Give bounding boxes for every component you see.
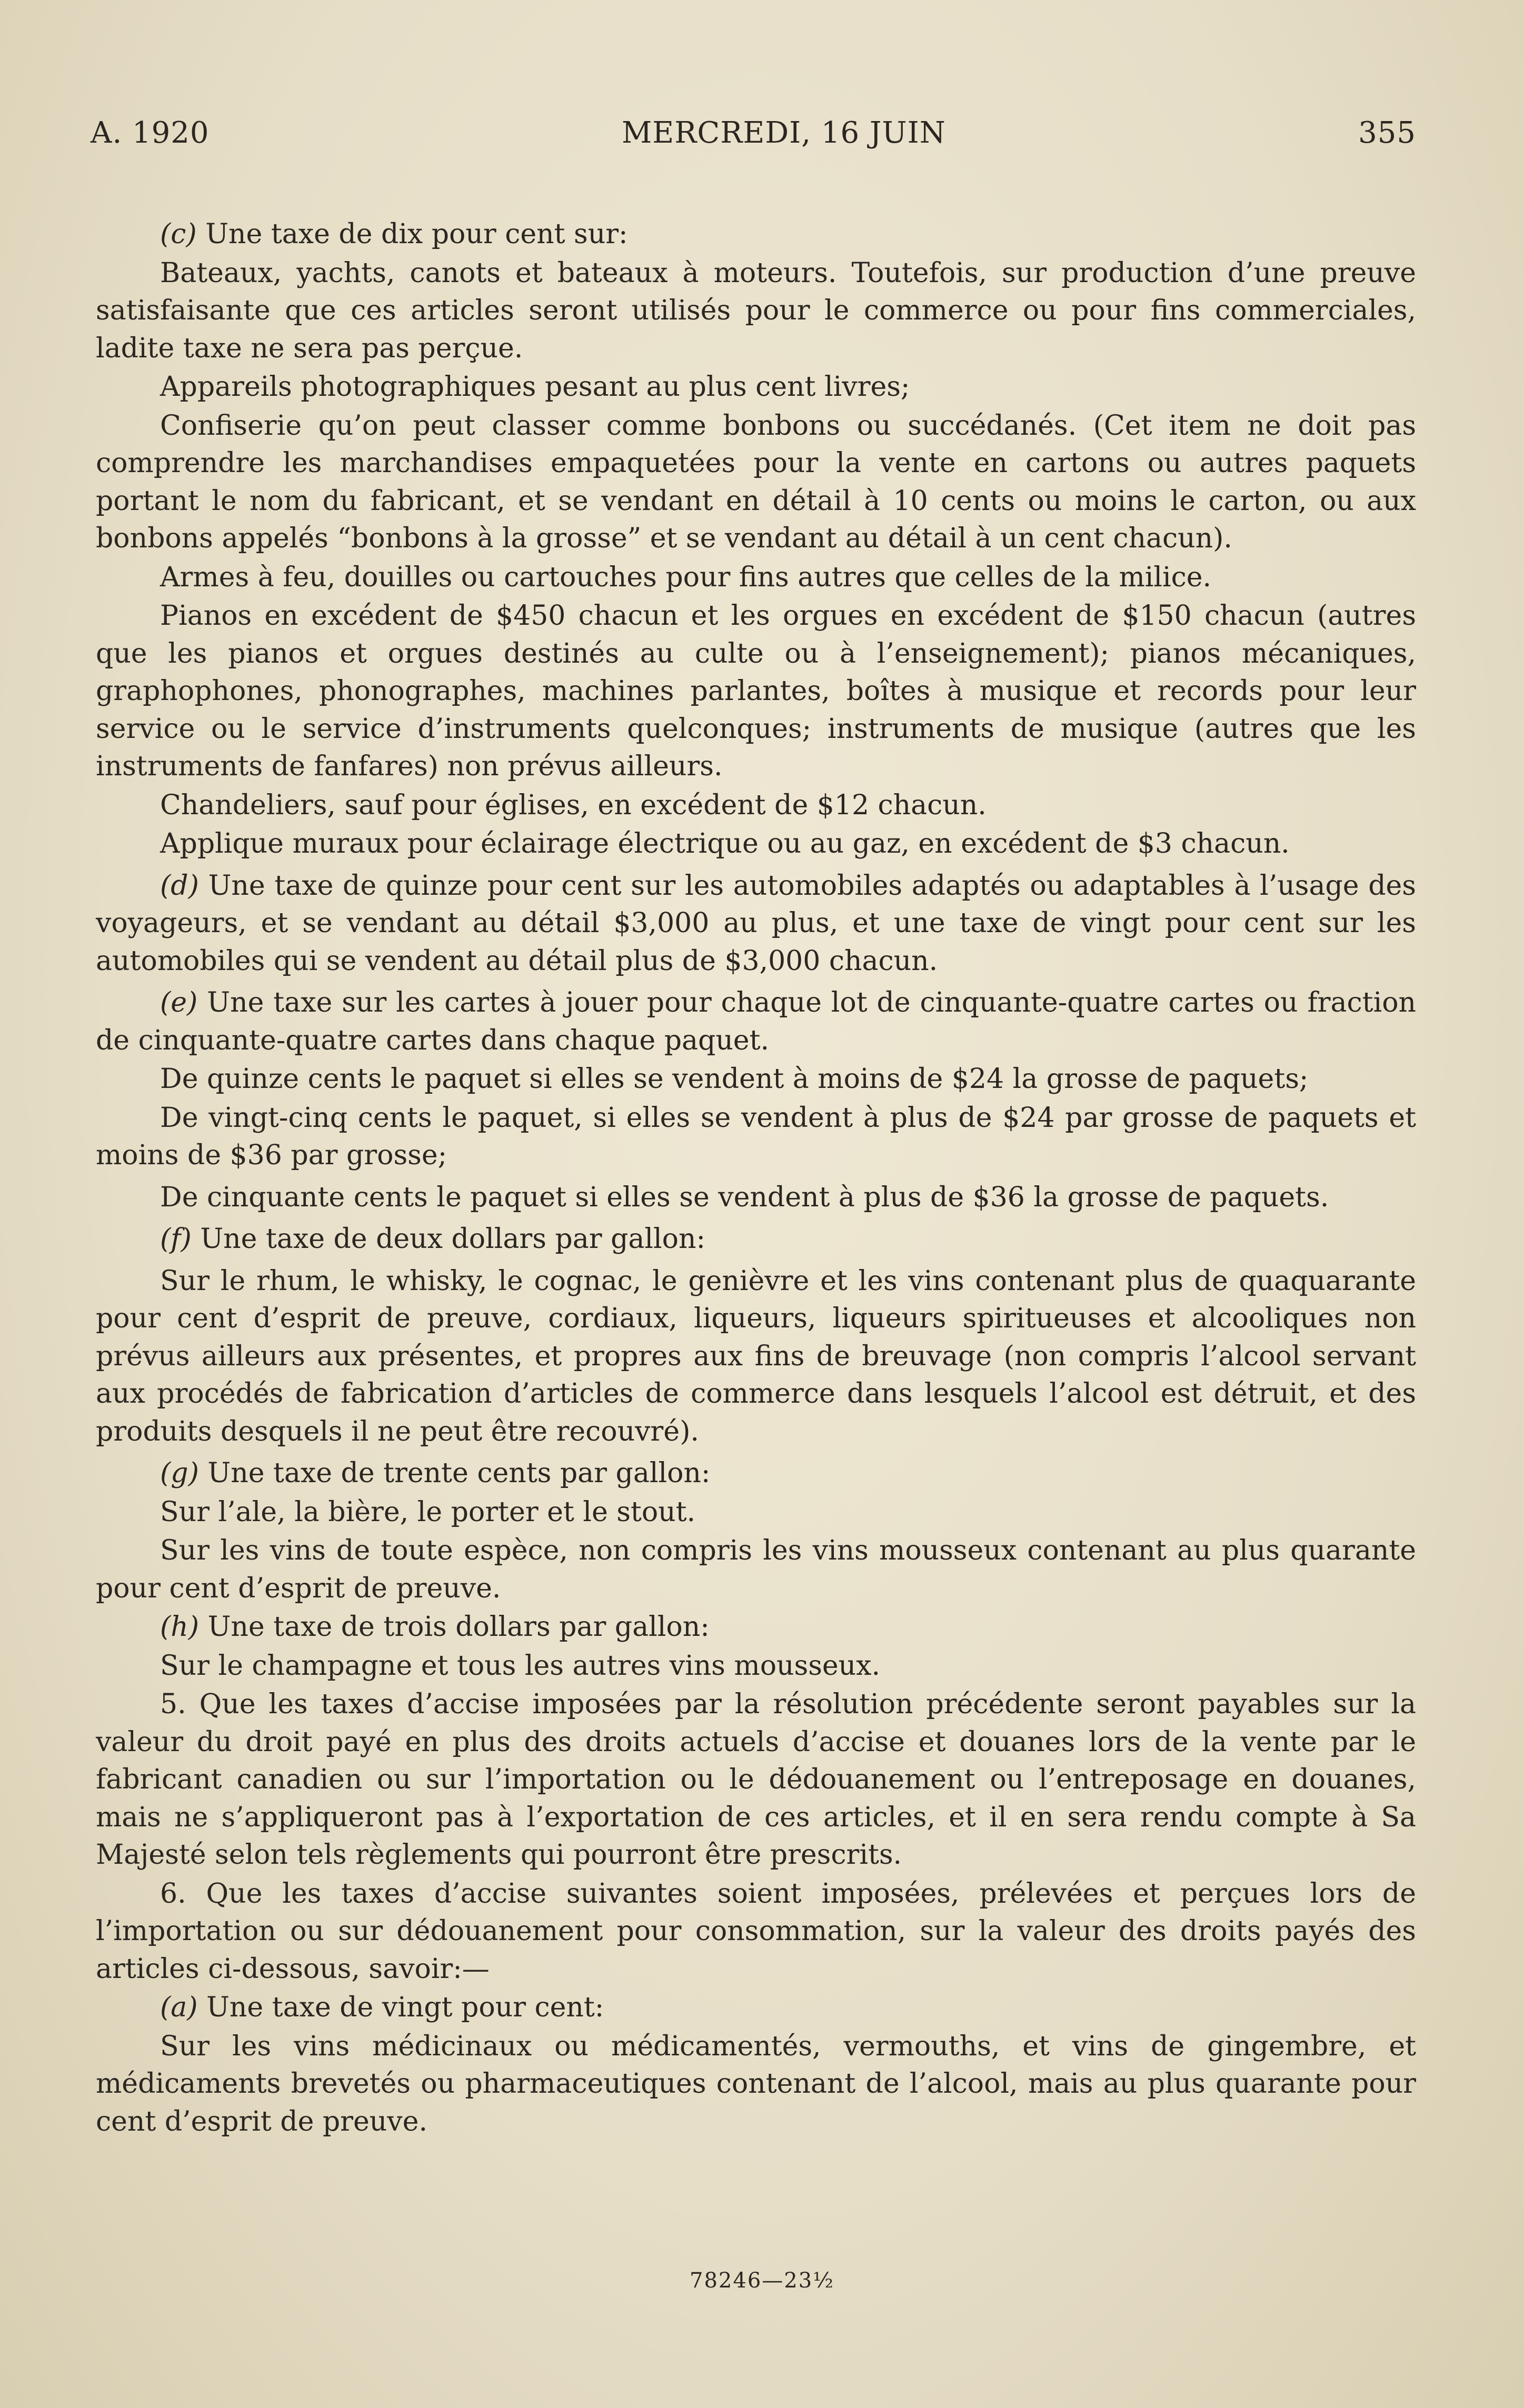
paragraph: Bateaux, yachts, canots et bateaux à moteurs. Toutefois, sur production d’une preuve satisfaisante que ces articles seront utilisés pour le commerce ou pour fins commerciales, ladite taxe ne sera pas perçue. <box>96 257 1416 364</box>
paragraph: Sur les vins de toute espèce, non compris les vins mousseux contenant au plus quarante pour cent d’esprit de preuve. <box>96 1535 1416 1604</box>
body-text <box>96 216 1416 2142</box>
item-label: (e) <box>160 987 198 1018</box>
paragraph: (e) Une taxe sur les cartes à jouer pour chaque lot de cinquante-quatre cartes ou fraction de cinquante-quatre cartes dans chaque paquet. <box>96 987 1416 1056</box>
paragraph: 5. Que les taxes d’accise imposées par la résolution précédente seront payables sur la valeur du droit payé en plus des droits actuels d’accise et douanes lors de la vente par le fabricant canadien ou sur l’importation ou le dédouanement ou l’entreposage en douanes, mais ne s’appliqueront pas à l’exportation de ces articles, et il en sera rendu compte à Sa Majesté selon tels règlements qui pourront être prescrits. <box>96 1688 1416 1871</box>
paragraph: (a) Une taxe de vingt pour cent: <box>160 1992 604 2023</box>
paragraph: (h) Une taxe de trois dollars par gallon: <box>160 1611 710 1643</box>
item-label: (d) <box>160 870 199 902</box>
paragraph: (g) Une taxe de trente cents par gallon: <box>160 1457 711 1489</box>
paragraph: De vingt-cinq cents le paquet, si elles se vendent à plus de $24 par grosse de paquets et moins de $36 par grosse; <box>96 1102 1416 1171</box>
header-title: MERCREDI, 16 JUIN <box>621 115 946 150</box>
paragraph: Armes à feu, douilles ou cartouches pour fins autres que celles de la milice. <box>160 561 1212 593</box>
paragraph: Appareils photographiques pesant au plus cent livres; <box>160 371 910 403</box>
page-header <box>91 112 1416 154</box>
paragraph: (d) Une taxe de quinze pour cent sur les automobiles adaptés ou adaptables à l’usage des voyageurs, et se vendant au détail $3,000 au plus, et une taxe de vingt pour cent sur les automobiles qui se vendent au détail plus de $3,000 chacun. <box>96 870 1416 977</box>
paragraph: Pianos en excédent de $450 chacun et les orgues en excédent de $150 chacun (autres que les pianos et orgues destinés au culte ou à l’enseignement); pianos mécaniques, graphophones, phonographes, machines parlantes, boîtes à musique et records pour leur service ou le service d’instruments quelconques; instruments de musique (autres que les instruments de fanfares) non prévus ailleurs. <box>96 600 1416 782</box>
paragraph: Sur le champagne et tous les autres vins mousseux. <box>160 1650 880 1682</box>
signature-mark: 78246—23½ <box>690 2269 834 2293</box>
item-label: (g) <box>160 1457 199 1489</box>
paragraph: Sur le rhum, le whisky, le cognac, le genièvre et les vins contenant plus de quaquarante pour cent d’esprit de preuve, cordiaux, liqueurs, liqueurs spiritueuses et alcooliques non prévus ailleurs aux présentes, et propres aux fins de breuvage (non compris l’alcool servant aux procédés de fabrication d’articles de commerce dans lesquels l’alcool est détruit, et des produits desquels il ne peut être recouvré). <box>96 1265 1416 1447</box>
item-label: (f) <box>160 1223 192 1255</box>
paragraph: Applique muraux pour éclairage électrique ou au gaz, en excédent de $3 chacun. <box>160 828 1290 860</box>
paragraph: Confiserie qu’on peut classer comme bonbons ou succédanés. (Cet item ne doit pas comprendre les marchandises empaquetées pour la vente en cartons ou autres paquets portant le nom du fabricant, et se vendant en détail à 10 cents ou moins le carton, ou aux bonbons appelés “bonbons à la grosse” et se vendant au détail à un cent chacun). <box>96 409 1416 554</box>
item-label: (a) <box>160 1992 198 2023</box>
paragraph: De cinquante cents le paquet si elles se vendent à plus de $36 la grosse de paquets. <box>160 1181 1329 1213</box>
item-label: (h) <box>160 1611 200 1643</box>
header-year: A. 1920 <box>91 115 210 150</box>
paragraph: Sur les vins médicinaux ou médicamentés, vermouths, et vins de gingembre, et médicaments brevetés ou pharmaceutiques contenant de l’alcool, mais au plus quarante pour cent d’esprit de preuve. <box>96 2030 1416 2137</box>
paragraph: 6. Que les taxes d’accise suivantes soient imposées, prélevées et perçues lors de l’importation ou sur dédouanement pour consommation, sur la valeur des droits payés des articles ci-dessous, savoir:— <box>96 1877 1416 1985</box>
paragraph: (f) Une taxe de deux dollars par gallon: <box>160 1223 705 1255</box>
paragraph: Chandeliers, sauf pour églises, en excédent de $12 chacun. <box>160 789 987 821</box>
header-page-number: 355 <box>1358 115 1416 150</box>
paragraph: (c) Une taxe de dix pour cent sur: <box>160 218 628 250</box>
paragraph: Sur l’ale, la bière, le porter et le stout. <box>160 1496 696 1528</box>
item-label: (c) <box>160 218 197 250</box>
paragraph: De quinze cents le paquet si elles se vendent à moins de $24 la grosse de paquets; <box>160 1063 1309 1095</box>
